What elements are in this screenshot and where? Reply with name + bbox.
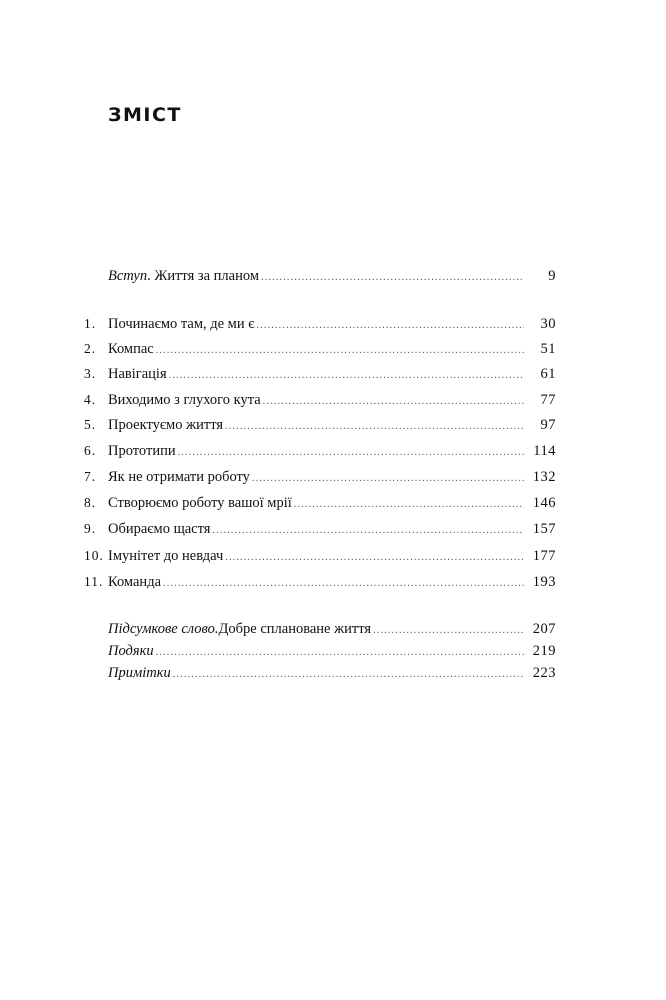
toc-page-number: 177 bbox=[532, 548, 556, 564]
toc-page-number: 193 bbox=[532, 574, 556, 590]
chapter-number: 10. bbox=[84, 548, 104, 563]
dot-leader bbox=[225, 417, 524, 437]
toc-entry-title: Імунітет до невдач bbox=[108, 548, 224, 564]
dot-leader bbox=[212, 521, 524, 541]
toc-entry-title: Добре сплановане життя bbox=[218, 621, 372, 637]
toc-entry-title: Примітки bbox=[108, 665, 171, 681]
toc-entry-afterword[interactable] bbox=[0, 619, 666, 639]
toc-page-number: 61 bbox=[540, 366, 556, 382]
toc-entry-title: Компас bbox=[108, 341, 154, 357]
dot-leader bbox=[252, 469, 524, 489]
dot-leader bbox=[225, 548, 524, 568]
toc-entry-notes[interactable] bbox=[0, 663, 666, 683]
dot-leader bbox=[156, 341, 524, 361]
dot-leader bbox=[263, 392, 524, 412]
toc-entry-prefix: Вступ bbox=[108, 268, 148, 284]
toc-entry-chapter-5[interactable] bbox=[0, 415, 666, 435]
toc-page-number: 157 bbox=[532, 521, 556, 537]
dot-leader bbox=[173, 665, 524, 685]
toc-entry-chapter-11[interactable] bbox=[0, 572, 666, 592]
toc-entry-chapter-1[interactable] bbox=[0, 314, 666, 334]
toc-entry-title: Команда bbox=[108, 574, 162, 590]
chapter-number: 7. bbox=[84, 469, 97, 484]
dot-leader bbox=[373, 621, 524, 641]
toc-entry-prefix: Підсумкове слово. bbox=[108, 621, 219, 637]
toc-entry-title: Починаємо там, де ми є bbox=[108, 316, 255, 332]
dot-leader bbox=[294, 495, 524, 515]
toc-page-number: 219 bbox=[532, 643, 556, 659]
chapter-number: 1. bbox=[84, 316, 97, 331]
toc-page-number: 114 bbox=[533, 443, 556, 459]
toc-entry-chapter-10[interactable] bbox=[0, 546, 666, 566]
chapter-number: 2. bbox=[84, 341, 97, 356]
toc-entry-chapter-7[interactable] bbox=[0, 467, 666, 487]
toc-entry-chapter-2[interactable] bbox=[0, 339, 666, 359]
dot-leader bbox=[256, 316, 524, 336]
toc-entry-title: Виходимо з глухого кута bbox=[108, 392, 261, 408]
toc-entry-title: Прототипи bbox=[108, 443, 176, 459]
toc-entry-title: Подяки bbox=[108, 643, 154, 659]
toc-page-number: 132 bbox=[532, 469, 556, 485]
toc-entry-chapter-6[interactable] bbox=[0, 441, 666, 461]
toc-page-number: 77 bbox=[540, 392, 556, 408]
toc-entry-title: Навігація bbox=[108, 366, 167, 382]
toc-entry-chapter-4[interactable] bbox=[0, 390, 666, 410]
toc-page-number: 9 bbox=[548, 268, 556, 284]
toc-entry-title: Проектуємо життя bbox=[108, 417, 224, 433]
page-title: ЗМІСТ bbox=[108, 104, 182, 126]
toc-page-number: 223 bbox=[532, 665, 556, 681]
toc-entry-chapter-9[interactable] bbox=[0, 519, 666, 539]
toc-entry-chapter-8[interactable] bbox=[0, 493, 666, 513]
toc-entry-title: Створюємо роботу вашої мрії bbox=[108, 495, 292, 511]
toc-entry-title: Як не отримати роботу bbox=[108, 469, 250, 485]
chapter-number: 6. bbox=[84, 443, 97, 458]
toc-entry-title: Обираємо щастя bbox=[108, 521, 211, 537]
chapter-number: 5. bbox=[84, 417, 97, 432]
chapter-number: 9. bbox=[84, 521, 97, 536]
chapter-number: 3. bbox=[84, 366, 97, 381]
toc-page-number: 97 bbox=[540, 417, 556, 433]
dot-leader bbox=[169, 366, 524, 386]
dot-leader bbox=[156, 643, 524, 663]
dot-leader bbox=[163, 574, 524, 594]
chapter-number: 11. bbox=[84, 574, 104, 589]
toc-page-number: 51 bbox=[540, 341, 556, 357]
toc-page-number: 30 bbox=[540, 316, 556, 332]
chapter-number: 8. bbox=[84, 495, 97, 510]
chapter-number: 4. bbox=[84, 392, 97, 407]
toc-entry-chapter-3[interactable] bbox=[0, 364, 666, 384]
dot-leader bbox=[178, 443, 524, 463]
dot-leader bbox=[261, 268, 524, 288]
toc-page-number: 146 bbox=[532, 495, 556, 511]
toc-entry-title: . Життя за планом bbox=[147, 268, 260, 284]
toc-page-number: 207 bbox=[532, 621, 556, 637]
toc-entry-acknowledgements[interactable] bbox=[0, 641, 666, 661]
toc-entry-intro[interactable] bbox=[0, 266, 666, 286]
